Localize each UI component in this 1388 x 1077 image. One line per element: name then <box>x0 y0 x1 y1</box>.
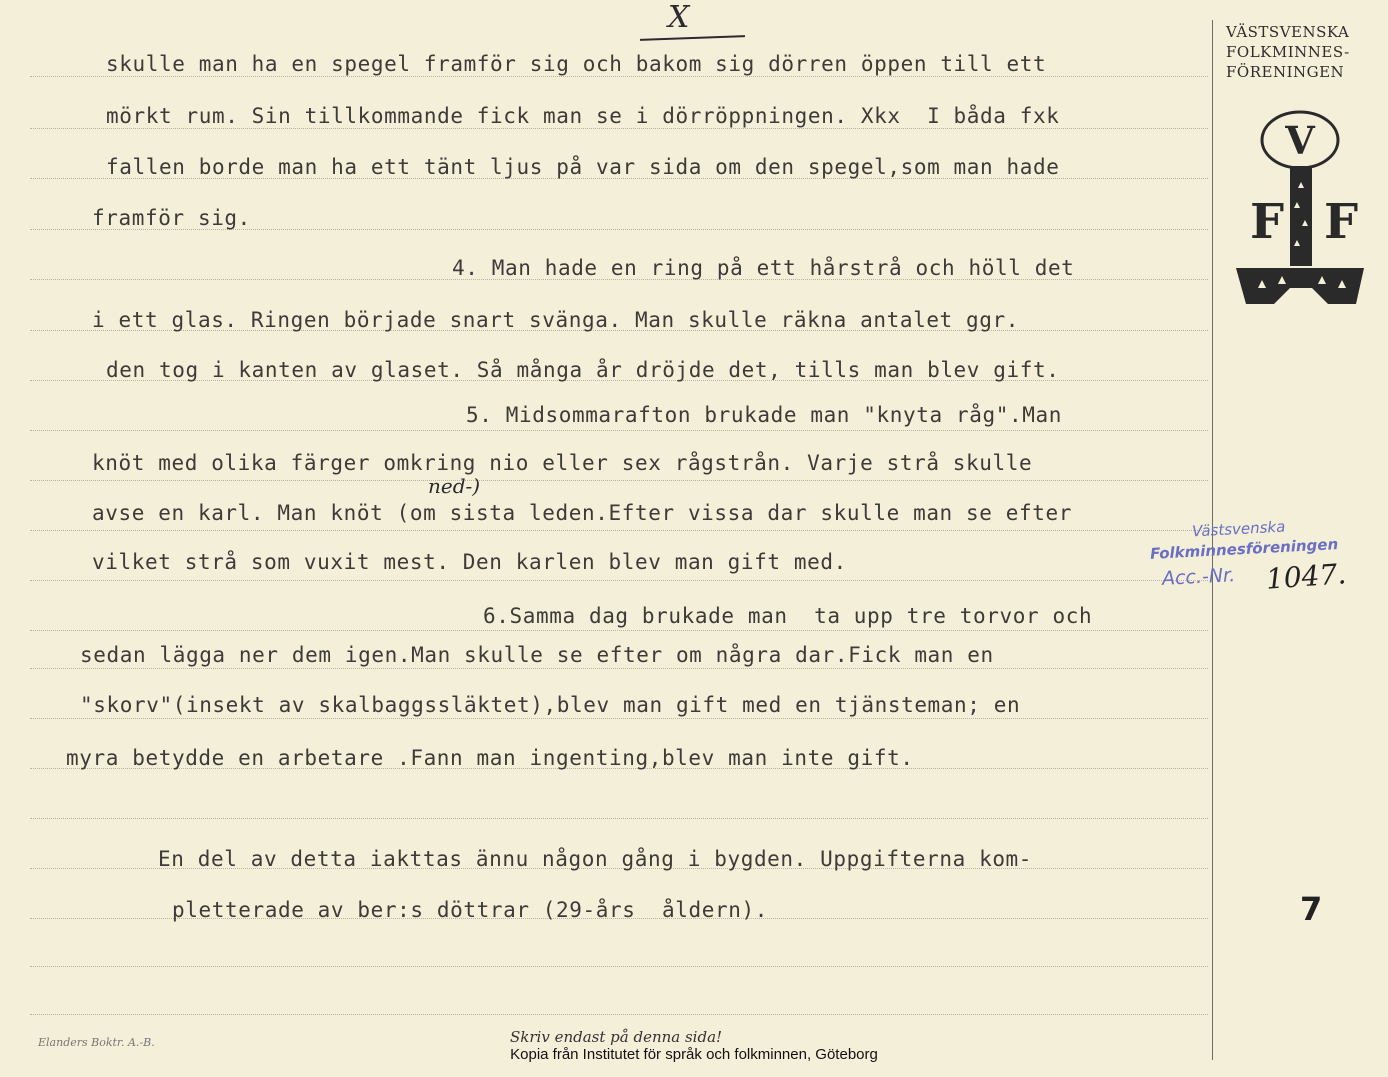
logo-letter-v: V <box>1285 118 1315 163</box>
ruled-line <box>30 630 1208 631</box>
footer-instruction: Skriv endast på denna sida! <box>510 1028 723 1046</box>
ruled-line <box>30 818 1208 819</box>
accession-stamp <box>1149 517 1380 610</box>
logo-letter-f-right: F <box>1324 194 1359 250</box>
text-line: skulle man ha en spegel framför sig och bakom sig dörren öppen till ett <box>106 52 1047 76</box>
stamp-line: Folkminnesföreningen <box>1149 535 1339 563</box>
ruled-line <box>30 966 1208 967</box>
text-line: En del av detta iakttas ännu någon gång i bygden. Uppgifterna kom- <box>158 847 1033 871</box>
text-line: knöt med olika färger omkring nio eller sex rågstrån. Varje strå skulle <box>92 451 1033 475</box>
text-line: sedan lägga ner dem igen.Man skulle se efter om några dar.Fick man en <box>80 643 994 667</box>
org-line: VÄSTSVENSKA <box>1226 23 1350 41</box>
header-underline <box>640 35 745 41</box>
ruled-line <box>30 76 1208 77</box>
ruled-line <box>30 1014 1208 1015</box>
org-line: FOLKMINNES- <box>1226 43 1350 61</box>
text-line: mörkt rum. Sin tillkommande fick man se i dörröppningen. Xkx I båda fxk <box>106 104 1060 128</box>
text-line: fallen borde man ha ett tänt ljus på var sida om den spegel,som man hade <box>106 155 1060 179</box>
ruled-line <box>30 480 1208 481</box>
text-line: 5. Midsommarafton brukade man "knyta råg".Man <box>466 403 1062 427</box>
ruled-line <box>30 718 1208 719</box>
text-line: "skorv"(insekt av skalbaggssläktet),blev man gift med en tjänsteman; en <box>80 693 1021 717</box>
text-line: pletterade av ber:s döttrar (29-års åldern). <box>172 898 768 922</box>
header-mark: X <box>668 0 690 35</box>
page-number: 7 <box>1300 890 1323 928</box>
stamp-line: Västsvenska <box>1191 517 1286 541</box>
vff-hammer-logo-icon <box>1228 108 1368 308</box>
ruled-line <box>30 668 1208 669</box>
printer-imprint: Elanders Boktr. A.-B. <box>38 1036 155 1049</box>
ruled-line <box>30 530 1208 531</box>
ruled-line <box>30 128 1208 129</box>
copy-notice: Kopia från Institutet för språk och folkminnen, Göteborg <box>510 1046 878 1063</box>
stamp-acc-label: Acc.-Nr. <box>1161 564 1236 590</box>
text-line: den tog i kanten av glaset. Så många år dröjde det, tills man blev gift. <box>106 358 1060 382</box>
text-line: framför sig. <box>92 206 251 230</box>
ruled-line <box>30 580 1208 581</box>
org-line: FÖRENINGEN <box>1226 63 1345 81</box>
text-line: 6.Samma dag brukade man ta upp tre torvor och <box>483 604 1093 628</box>
handwritten-correction: ned-) <box>428 474 481 498</box>
stamp-acc-number: 1047. <box>1264 557 1348 596</box>
text-line: 4. Man hade en ring på ett hårstrå och höll det <box>452 256 1075 280</box>
text-line: vilket strå som vuxit mest. Den karlen blev man gift med. <box>92 550 847 574</box>
text-line: i ett glas. Ringen började snart svänga. Man skulle räkna antalet ggr. <box>92 308 1020 332</box>
org-header <box>1226 22 1376 82</box>
logo-letter-f-left: F <box>1250 194 1285 250</box>
ruled-line <box>30 430 1208 431</box>
text-line: myra betydde en arbetare .Fann man ingenting,blev man inte gift. <box>66 746 914 770</box>
text-line: avse en karl. Man knöt (om sista leden.Efter vissa dar skulle man se efter <box>92 501 1072 525</box>
